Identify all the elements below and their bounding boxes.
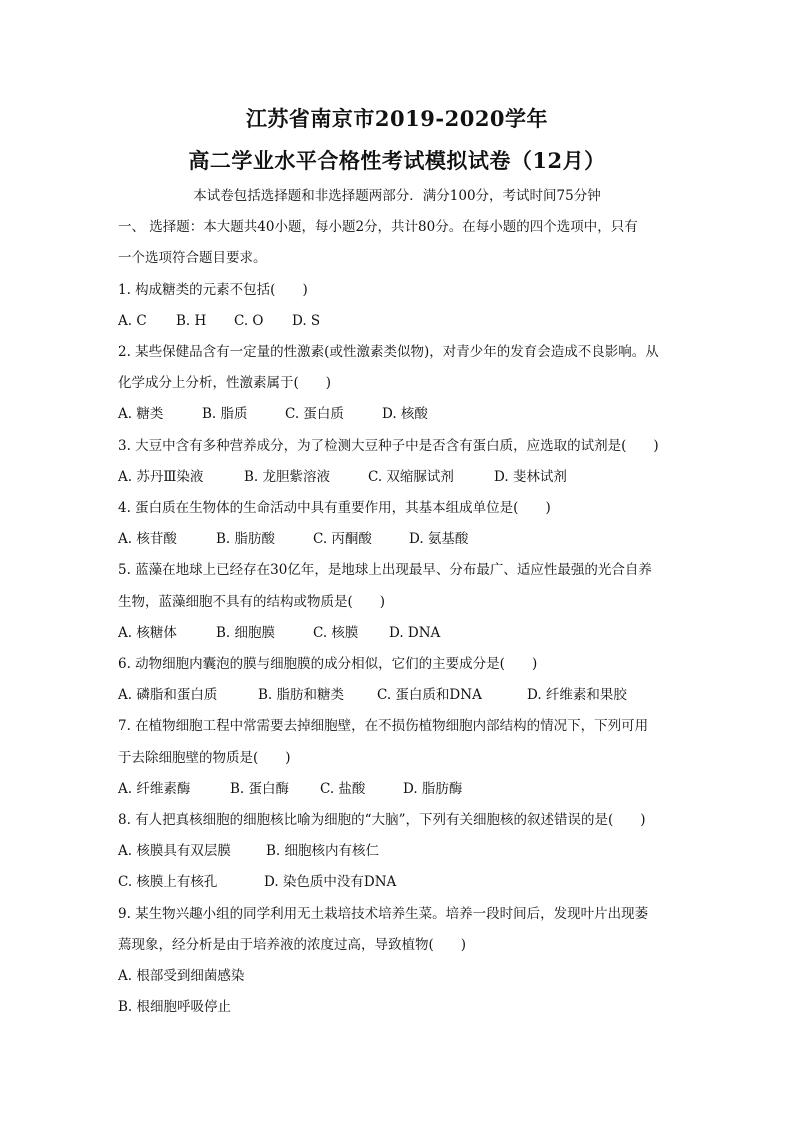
option-d: D. 氨基酸 [409, 531, 469, 547]
question-9-option-a [118, 967, 244, 985]
option-a: A. 根部受到细菌感染 [118, 968, 245, 984]
question-7-stem-cont: 于去除细胞壁的物质是( ) [118, 750, 291, 766]
option-c: C. 核膜上有核孔 [118, 874, 218, 890]
question-3-options [118, 468, 567, 486]
question-5-stem-cont: 生物，蓝藻细胞不具有的结构或物质是( ) [118, 594, 386, 610]
question-9-option-b [118, 998, 231, 1016]
option-d: D. S [292, 313, 321, 329]
question-4-stem: 4. 蛋白质在生物体的生命活动中具有重要作用，其基本组成单位是( ) [118, 500, 551, 516]
question-2-options [118, 405, 428, 423]
option-a: A. 纤维素酶 [118, 781, 191, 797]
option-a: A. C [118, 313, 147, 329]
section-heading-cont: 一个选项符合题目要求。 [118, 250, 267, 266]
option-c: C. 核膜 [313, 625, 359, 641]
question-2-stem: 2. 某些保健品含有一定量的性激素(或性激素类似物)，对青少年的发育会造成不良影响。从 [118, 344, 659, 360]
option-a: A. 核糖体 [118, 625, 177, 641]
option-b: B. 细胞核内有核仁 [266, 843, 380, 859]
question-9-stem: 9. 某生物兴趣小组的同学利用无土栽培技术培养生菜。培养一段时间后，发现叶片出现萎 [118, 906, 649, 922]
question-8-options-row-1 [118, 842, 379, 860]
option-d: D. 染色质中没有DNA [264, 874, 397, 890]
option-c: C. 双缩脲试剂 [368, 469, 454, 485]
page-title: 江苏省南京市2019-2020学年 [245, 106, 549, 131]
option-d: D. 核酸 [382, 406, 428, 422]
question-7-options [118, 780, 462, 798]
question-6-stem: 6. 动物细胞内囊泡的膜与细胞膜的成分相似，它们的主要成分是( ) [118, 656, 538, 672]
question-7-stem: 7. 在植物细胞工程中常需要去掉细胞壁，在不损伤植物细胞内部结构的情况下，下列可用 [118, 718, 649, 734]
question-1-options [118, 312, 320, 330]
option-b: B. 脂肪酸 [216, 531, 276, 547]
option-c: C. O [234, 313, 264, 329]
option-a: A. 核苷酸 [118, 531, 177, 547]
option-c: C. 丙酮酸 [313, 531, 372, 547]
option-d: D. 斐林试剂 [494, 469, 567, 485]
option-a: A. 核膜具有双层膜 [118, 843, 231, 859]
question-3-stem: 3. 大豆中含有多种营养成分，为了检测大豆种子中是否含有蛋白质，应选取的试剂是( ) [118, 438, 659, 454]
question-5-stem: 5. 蓝藻在地球上已经存在30亿年，是地球上出现最早、分布最广、适应性最强的光合自养 [118, 562, 652, 578]
option-b: B. H [176, 313, 207, 329]
option-b: B. 龙胆紫溶液 [244, 469, 331, 485]
question-1-stem: 1. 构成糖类的元素不包括( ) [118, 282, 308, 298]
option-d: D. 脂肪酶 [403, 781, 463, 797]
question-8-stem: 8. 有人把真核细胞的细胞核比喻为细胞的“大脑”，下列有关细胞核的叙述错误的是( ) [118, 812, 646, 828]
option-a: A. 糖类 [118, 406, 164, 422]
option-a: A. 苏丹Ⅲ染液 [118, 469, 204, 485]
option-c: C. 蛋白质和DNA [377, 687, 482, 703]
section-heading: 一、 选择题：本大题共40小题，每小题2分，共计80分。在每小题的四个选项中，只有 [118, 219, 638, 235]
question-2-stem-cont: 化学成分上分析，性激素属于( ) [118, 375, 332, 391]
question-6-options [118, 686, 627, 704]
option-c: C. 盐酸 [320, 781, 366, 797]
option-c: C. 蛋白质 [285, 406, 344, 422]
exam-intro: 本试卷包括选择题和非选择题两部分．满分100分，考试时间75分钟 [193, 188, 601, 204]
option-b: B. 细胞膜 [216, 625, 276, 641]
question-8-options-row-2 [118, 873, 396, 891]
option-b: B. 脂肪和糖类 [258, 687, 345, 703]
option-b: B. 脂质 [202, 406, 248, 422]
option-b: B. 根细胞呼吸停止 [118, 999, 232, 1015]
option-b: B. 蛋白酶 [230, 781, 290, 797]
option-d: D. 纤维素和果胶 [527, 687, 627, 703]
page-subtitle: 高二学业水平合格性考试模拟试卷（12月） [188, 148, 606, 173]
question-4-options [118, 530, 468, 548]
question-5-options [118, 624, 440, 642]
option-d: D. DNA [389, 625, 441, 641]
option-a: A. 磷脂和蛋白质 [118, 687, 218, 703]
question-9-stem-cont: 蔫现象，经分析是由于培养液的浓度过高，导致植物( ) [118, 937, 467, 953]
